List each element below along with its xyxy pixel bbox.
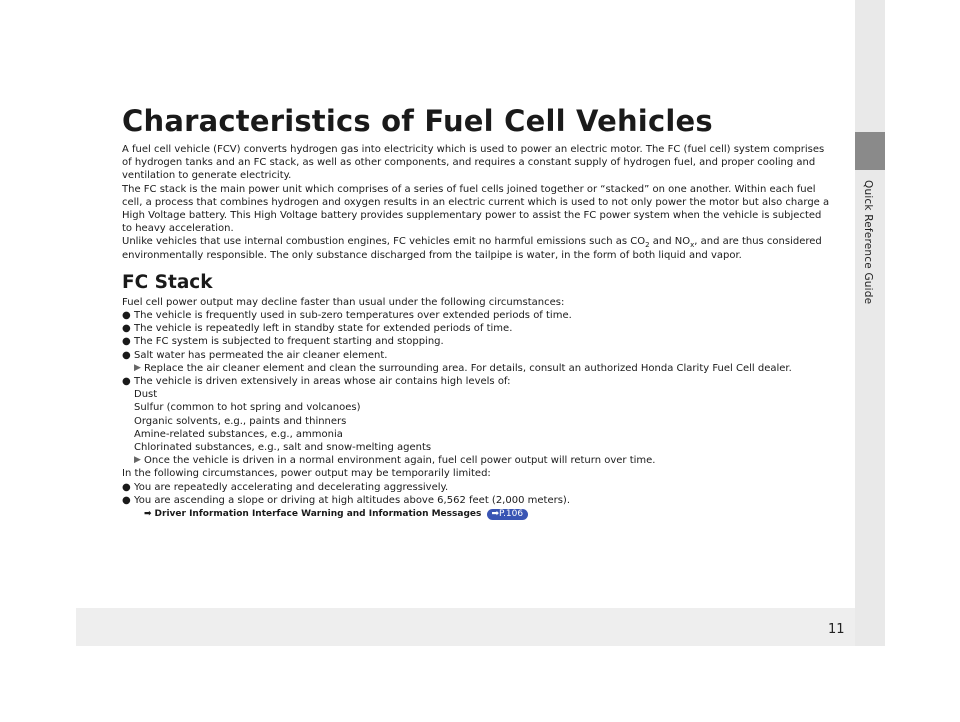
page-title: Characteristics of Fuel Cell Vehicles (122, 104, 713, 138)
side-tab-label[interactable]: Quick Reference Guide (862, 180, 874, 305)
list-item (122, 322, 834, 335)
bullet-icon: ● (122, 481, 131, 493)
salt-water-note (122, 362, 834, 375)
side-tab-bar (855, 0, 885, 646)
emissions-text-2: and NO (649, 236, 691, 248)
emissions-text-1: Unlike vehicles that use internal combustion engines, FC vehicles emit no harmful emissions such as CO (122, 236, 646, 248)
temporary-limit-lead: In the following circumstances, power output may be temporarily limited: (122, 468, 491, 480)
contaminant-item: Sulfur (common to hot spring and volcanoes) (134, 402, 361, 414)
reference-arrow-icon: ➡ (144, 509, 152, 520)
main-content (122, 104, 834, 521)
bullet-icon: ● (122, 310, 131, 322)
intro-paragraph-2: The FC stack is the main power unit which comprises of a series of fuel cells joined together or “stacked” on one another. Within each fuel cell, a process that combines hydrogen and oxygen results in an electric current which is used to not only power the motor but also charge a High Voltage battery. This High Voltage battery provides supplementary power to assist the FC power system when the vehicle is subjected to heavy acceleration. (122, 183, 830, 235)
arrow-right-icon: ▶ (134, 362, 141, 373)
list-item (122, 494, 834, 507)
list-item-text: You are repeatedly accelerating and decelerating aggressively. (134, 481, 449, 493)
contaminant-item: Chlorinated substances, e.g., salt and snow-melting agents (134, 442, 432, 454)
contaminant-item: Amine-related substances, e.g., ammonia (134, 428, 343, 440)
list-item (122, 375, 834, 388)
contaminant-item: Dust (134, 389, 158, 401)
list-item (122, 335, 834, 348)
page-reference-badge[interactable]: ➡P.106 (487, 509, 529, 520)
bullet-icon: ● (122, 323, 131, 335)
bullet-icon: ● (122, 494, 131, 506)
page-number: 11 (828, 622, 845, 637)
list-item-text: The FC system is subjected to frequent starting and stopping. (134, 336, 444, 348)
section-title-fc-stack: FC Stack (122, 271, 213, 293)
side-tab-marker[interactable] (855, 132, 885, 170)
intro-paragraph-1: A fuel cell vehicle (FCV) converts hydrogen gas into electricity which is used to power an electric motor. The FC (fuel cell) system comprises of hydrogen tanks and an FC stack, as well as other components, and requires a constant supply of hydrogen fuel, and proper cooling and ventilation to generate electricity. (122, 144, 825, 182)
bullet-icon: ● (122, 376, 131, 388)
contaminant-item: Organic solvents, e.g., paints and thinners (134, 415, 347, 427)
note-text: Replace the air cleaner element and clean the surrounding area. For details, consult an authorized Honda Clarity Fuel Cell dealer. (144, 362, 792, 374)
page-reference-number[interactable]: P.106 (499, 509, 524, 520)
list-item (122, 309, 834, 322)
nox-subscript: x (690, 241, 695, 250)
temporary-limit-list (122, 481, 834, 507)
fc-stack-lead: Fuel cell power output may decline faster than usual under the following circumstances: (122, 296, 565, 308)
cross-reference-link[interactable] (122, 508, 834, 521)
note-text: Once the vehicle is driven in a normal environment again, fuel cell power output will return over time. (144, 455, 656, 467)
list-item-text: You are ascending a slope or driving at high altitudes above 6,562 feet (2,000 meters). (134, 494, 570, 506)
arrow-right-icon: ▶ (134, 455, 141, 466)
emissions-paragraph (122, 235, 834, 261)
list-item-text: The vehicle is repeatedly left in standby state for extended periods of time. (134, 323, 513, 335)
decline-conditions-list (122, 309, 834, 362)
list-item (122, 481, 834, 494)
emissions-text-3: , and are thus considered environmentally responsible. The only substance discharged from the tailpipe is water, in the form of both liquid and vapor. (122, 236, 822, 261)
list-item (122, 349, 834, 362)
reference-text[interactable]: Driver Information Interface Warning and Information Messages (154, 509, 482, 520)
co2-subscript: 2 (645, 241, 650, 250)
bullet-icon: ● (122, 349, 131, 361)
list-item-text: The vehicle is driven extensively in areas whose air contains high levels of: (134, 376, 511, 388)
bullet-icon: ● (122, 336, 131, 348)
list-item-text: Salt water has permeated the air cleaner element. (134, 349, 388, 361)
list-item-text: The vehicle is frequently used in sub-zero temperatures over extended periods of time. (134, 310, 572, 322)
recovery-note (122, 454, 834, 467)
